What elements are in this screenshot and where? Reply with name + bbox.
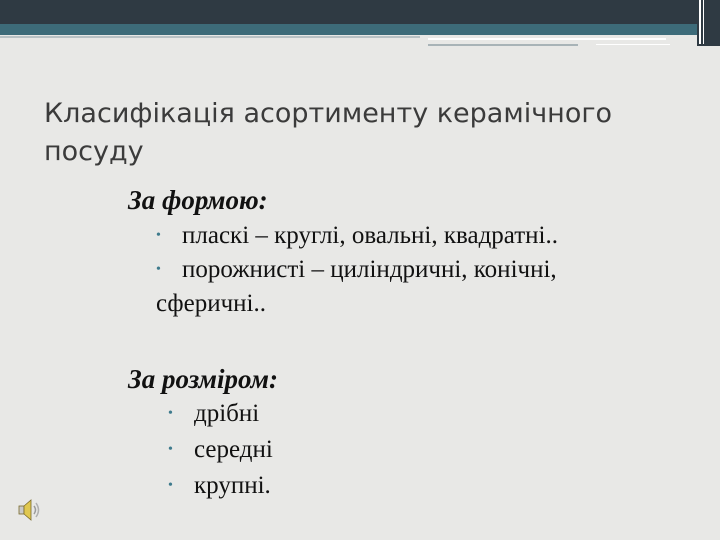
list-item-continuation: сферичні..: [156, 290, 266, 317]
header-teal-bar: [0, 24, 720, 35]
list-item-flat: [156, 222, 558, 250]
corner-line-vertical-1: [699, 0, 701, 44]
list-item-large: [168, 472, 271, 500]
list-item-text: середні: [194, 436, 273, 463]
section-heading-size: За розміром:: [128, 364, 278, 394]
bullet-icon: •: [168, 442, 173, 457]
section-heading-shape: За формою:: [128, 185, 268, 215]
header-dark-bar: [0, 0, 720, 24]
list-item-text: пласкі – круглі, овальні, квадратні..: [182, 222, 558, 249]
list-item-medium: [168, 436, 273, 464]
corner-line-vertical-2: [703, 0, 704, 44]
list-item-text: крупні.: [194, 472, 271, 499]
list-item-small: [168, 400, 259, 428]
bullet-icon: •: [168, 406, 173, 421]
bullet-icon: •: [156, 228, 161, 243]
list-item-text: дрібні: [194, 400, 260, 427]
deco-line-4: [596, 44, 670, 45]
deco-line-3: [428, 44, 578, 46]
bullet-icon: •: [156, 262, 161, 277]
slide-title: Класифікація асортименту керамічного посуду: [44, 98, 613, 167]
deco-line-1: [0, 36, 420, 38]
bullet-icon: •: [168, 478, 173, 493]
list-item-hollow: [156, 256, 557, 284]
speaker-icon[interactable]: [16, 497, 42, 523]
deco-line-2: [428, 38, 666, 40]
list-item-text: порожнисті – циліндричні, конічні,: [182, 256, 557, 283]
